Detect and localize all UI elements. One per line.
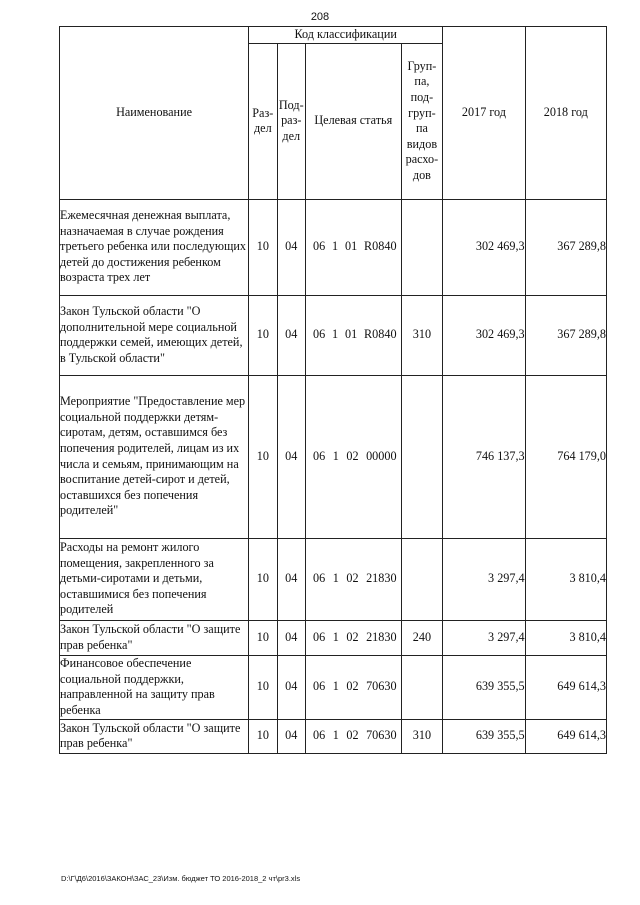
cs-subprogram: 1 [332,448,339,463]
row-subsection: 04 [277,199,305,295]
row-amount-2018: 3 810,4 [525,620,606,655]
row-section: 10 [249,719,277,753]
cs-program: 06 [313,679,326,694]
cs-program: 06 [313,327,326,342]
cs-subprogram: 1 [332,728,339,743]
header-year-2017: 2017 год [443,27,525,200]
row-amount-2018: 367 289,8 [525,199,606,295]
header-section: Раз- дел [249,43,277,199]
row-subsection: 04 [277,538,305,620]
table-row [60,719,607,753]
row-expense-group: 310 [401,719,443,753]
row-name: Мероприятие "Предоставление мер социальной поддержки детям-сиротам, детям, оставшимся без попечения родителей, лицам из их числа и семьям, принимающим на воспитание детей-сирот и детей, оставшихся без попечения родителей" [60,375,249,538]
row-name: Расходы на ремонт жилого помещения, закрепленного за детьми-сиротами и детьми, оставшимися без попечения родителей [60,538,249,620]
page-number: 208 [310,11,330,23]
cs-activity: 01 [345,327,358,342]
row-expense-group: 240 [401,620,443,655]
budget-table [59,26,607,754]
row-target-article [306,375,402,538]
file-path-footer: D:\Г\Д6\2016\ЗАКОН\ЗАС_23\Изм. бюджет ТО 2016-2018_2 чт\pr3.xls [61,874,301,883]
row-name: Финансовое обеспечение социальной поддержки, направленной на защиту прав ребенка [60,655,249,719]
row-target-article [306,538,402,620]
header-target-article: Целевая статья [306,43,402,199]
row-expense-group [401,538,443,620]
cs-activity: 02 [346,571,359,586]
cs-activity: 02 [346,679,359,694]
row-subsection: 04 [277,295,305,375]
row-section: 10 [249,620,277,655]
row-section: 10 [249,199,277,295]
row-amount-2017: 639 355,5 [443,655,525,719]
cs-program: 06 [313,239,326,254]
table-row [60,375,607,538]
row-name: Закон Тульской области "О дополнительной мере социальной поддержки семей, имеющих детей, в Тульской области" [60,295,249,375]
row-subsection: 04 [277,719,305,753]
row-amount-2018: 3 810,4 [525,538,606,620]
row-section: 10 [249,538,277,620]
row-expense-group [401,655,443,719]
row-target-article [306,199,402,295]
row-subsection: 04 [277,375,305,538]
cs-program: 06 [313,728,326,743]
row-amount-2017: 302 469,3 [443,295,525,375]
cs-activity: 02 [346,728,359,743]
cs-direction: 21830 [366,571,397,586]
cs-activity: 01 [345,239,358,254]
row-name: Ежемесячная денежная выплата, назначаемая в случае рождения третьего ребенка или последующих детей до достижения ребенком возраста трех лет [60,199,249,295]
cs-subprogram: 1 [332,679,339,694]
row-subsection: 04 [277,620,305,655]
row-amount-2017: 3 297,4 [443,620,525,655]
cs-program: 06 [313,571,326,586]
row-expense-group: 310 [401,295,443,375]
cs-direction: 70630 [366,679,397,694]
table-header [60,27,607,200]
table-row [60,295,607,375]
cs-activity: 02 [346,448,359,463]
cs-program: 06 [313,629,326,644]
header-year-2018: 2018 год [525,27,606,200]
cs-direction: 00000 [366,448,397,463]
header-name: Наименование [60,27,249,200]
row-amount-2018: 764 179,0 [525,375,606,538]
cs-direction: R0840 [364,239,397,254]
cs-direction: 70630 [366,728,397,743]
table-body [60,199,607,753]
header-subsection: Под- раз- дел [277,43,305,199]
row-target-article [306,655,402,719]
row-target-article [306,719,402,753]
row-amount-2018: 649 614,3 [525,655,606,719]
cs-subprogram: 1 [332,327,339,342]
header-classification: Код классификации [249,27,443,44]
row-amount-2017: 3 297,4 [443,538,525,620]
row-amount-2018: 649 614,3 [525,719,606,753]
table-row [60,538,607,620]
cs-subprogram: 1 [332,629,339,644]
row-amount-2017: 639 355,5 [443,719,525,753]
row-amount-2017: 746 137,3 [443,375,525,538]
cs-subprogram: 1 [332,571,339,586]
row-section: 10 [249,295,277,375]
row-expense-group [401,199,443,295]
row-name: Закон Тульской области "О защите прав ребенка" [60,719,249,753]
cs-direction: 21830 [366,629,397,644]
row-target-article [306,620,402,655]
row-section: 10 [249,655,277,719]
table-row [60,620,607,655]
cs-direction: R0840 [364,327,397,342]
row-subsection: 04 [277,655,305,719]
table-row [60,199,607,295]
cs-activity: 02 [346,629,359,644]
row-name: Закон Тульской области "О защите прав ребенка" [60,620,249,655]
cs-program: 06 [313,448,326,463]
row-amount-2018: 367 289,8 [525,295,606,375]
row-amount-2017: 302 469,3 [443,199,525,295]
row-expense-group [401,375,443,538]
header-expense-group: Груп- па, под- груп- па видов расхо- дов [401,43,443,199]
row-target-article [306,295,402,375]
row-section: 10 [249,375,277,538]
cs-subprogram: 1 [332,239,339,254]
table-row [60,655,607,719]
